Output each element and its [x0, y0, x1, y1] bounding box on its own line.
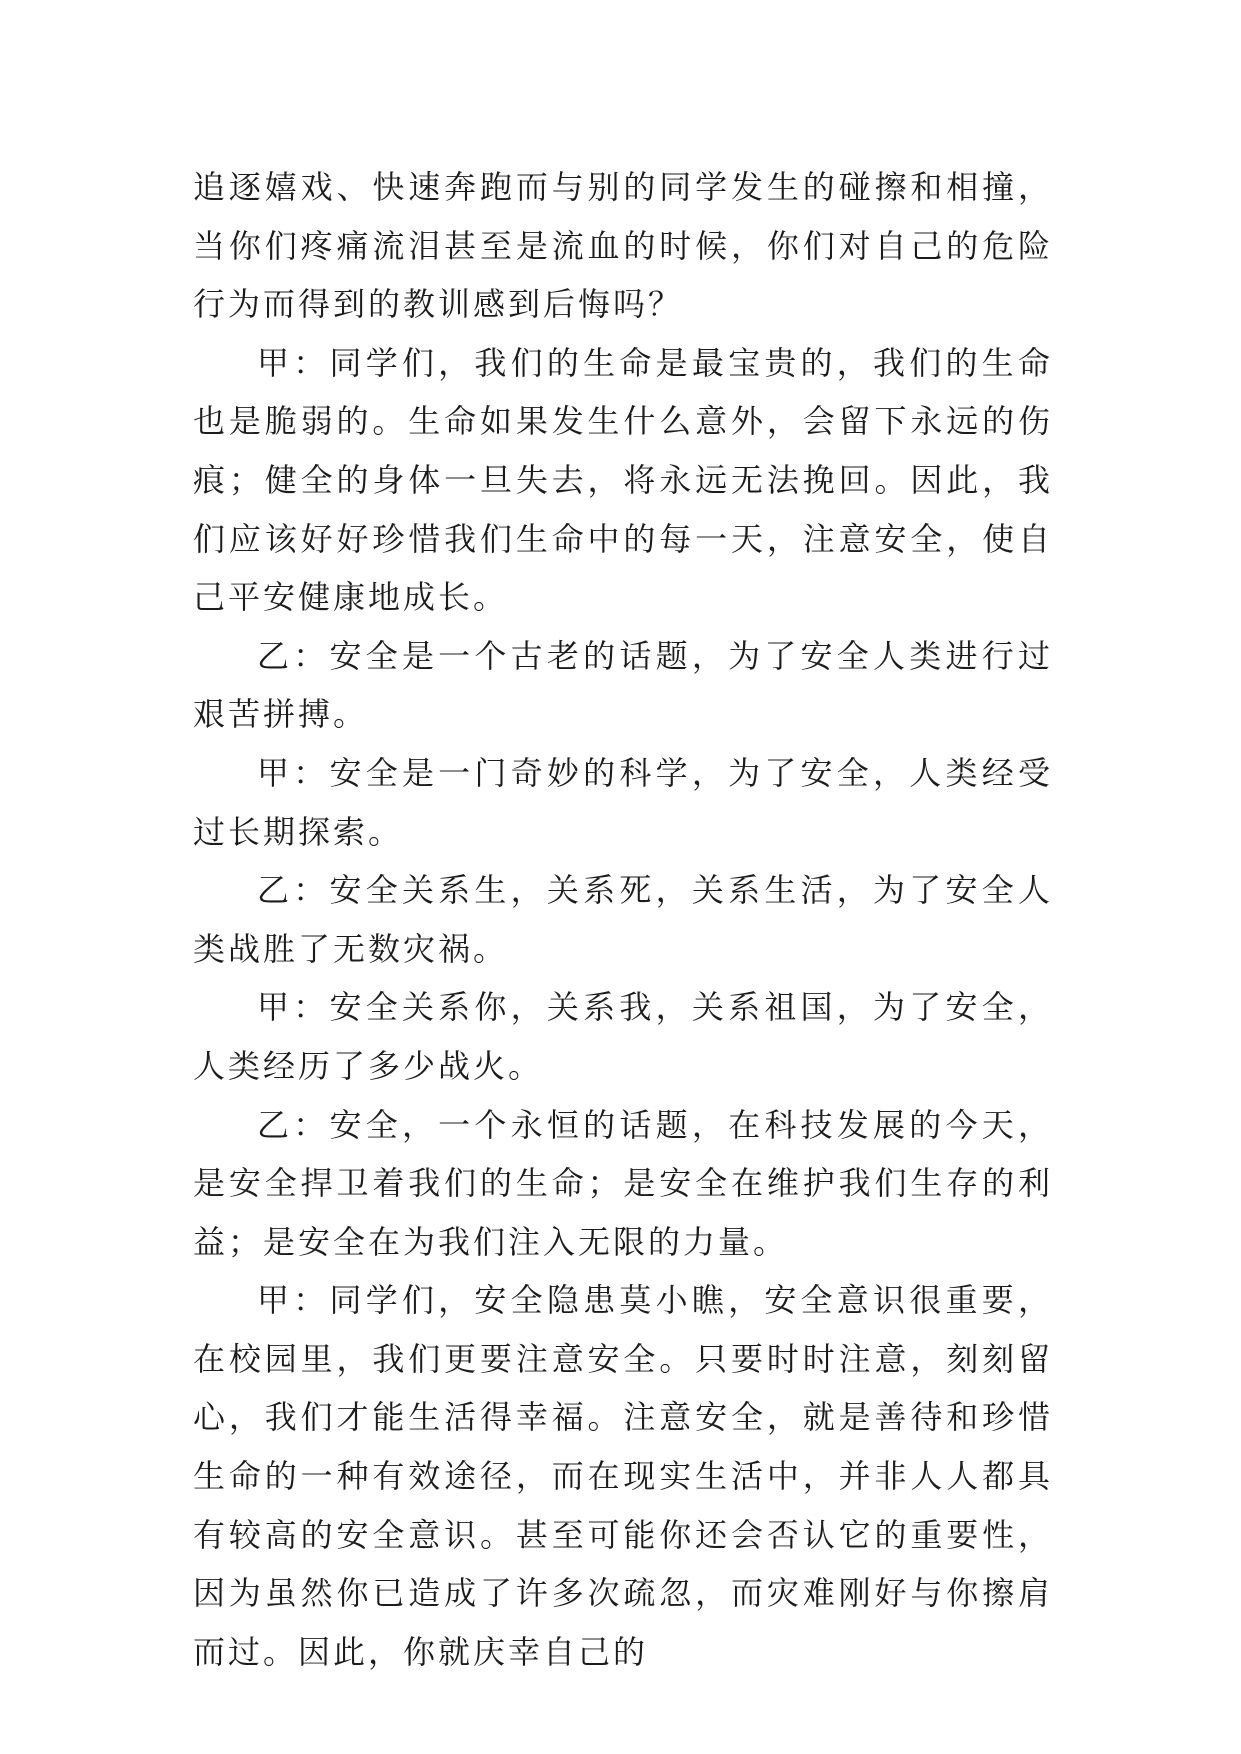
paragraph-7: 乙：安全，一个永恒的话题，在科技发展的今天，是安全捍卫着我们的生命；是安全在维护我们生存的利益；是安全在为我们注入无限的力量。 [193, 1105, 1053, 1261]
paragraph-3: 乙：安全是一个古老的话题，为了安全人类进行过艰苦拼搏。 [193, 636, 1053, 734]
paragraph-5: 乙：安全关系生，关系死，关系生活，为了安全人类战胜了无数灾祸。 [193, 871, 1053, 968]
paragraph-6: 甲：安全关系你，关系我，关系祖国，为了安全，人类经历了多少战火。 [193, 988, 1053, 1085]
paragraph-4: 甲：安全是一门奇妙的科学，为了安全，人类经受过长期探索。 [193, 753, 1053, 851]
paragraph-2: 甲：同学们，我们的生命是最宝贵的，我们的生命也是脆弱的。生命如果发生什么意外，会留下永远的伤痕；健全的身体一旦失去，将永远无法挽回。因此，我们应该好好珍惜我们生命中的每一天，注意安全，使自己平安健康地成长。 [193, 343, 1053, 617]
paragraph-1: 追逐嬉戏、快速奔跑而与别的同学发生的碰擦和相撞，当你们疼痛流泪甚至是流血的时候，你们对自己的危险行为而得到的教训感到后悔吗？ [193, 168, 1053, 324]
paragraph-8: 甲：同学们，安全隐患莫小瞧，安全意识很重要，在校园里，我们更要注意安全。只要时时注意，刻刻留心，我们才能生活得幸福。注意安全，就是善待和珍惜生命的一种有效途径，而在现实生活中，并非人人都具有较高的安全意识。甚至可能你还会否认它的重要性，因为虽然你已造成了许多次疏忽，而灾难刚好与你擦肩而过。因此，你就庆幸自己的 [193, 1281, 1053, 1671]
document-body [193, 158, 1053, 1681]
